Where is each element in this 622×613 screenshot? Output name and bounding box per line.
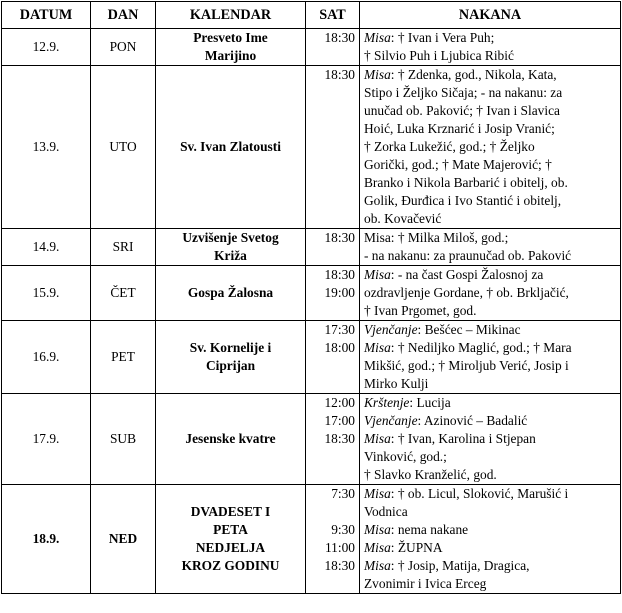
intention-label: Misa [364,486,391,501]
header-dan: DAN [91,2,156,29]
intention-text: : † Josip, Matija, Dragica, [390,558,530,573]
time-line: 18:30 [324,431,355,446]
calendar-line: Presveto Ime [193,30,268,45]
intention-label: Misa [364,30,391,45]
schedule-row [2,266,621,321]
calendar-line: Jesenske kvatre [185,431,276,446]
intention-line [364,339,616,357]
time-line: 7:30 [331,486,355,501]
intention-text: Mikšić, god.; † Miroljub Verić, Josip i [364,358,569,373]
time-line: 12:00 [324,395,355,410]
intention-text: : † ob. Licul, Sloković, Marušić i [390,486,569,501]
intention-line [364,210,616,228]
intention-line [364,284,616,302]
day-cell: PET [91,321,156,394]
intention-text: - na nakanu: za praunučad ob. Paković [364,248,572,263]
intention-line [364,448,616,466]
time-line: 18:30 [324,267,355,282]
intention-text: Hoić, Luka Krznarić i Josip Vranić; [364,121,555,136]
calendar-cell [156,66,306,229]
time-cell [306,394,360,485]
intention-line [364,539,616,557]
intention-line [364,66,616,84]
intention-line [364,521,616,539]
calendar-line: Uzvišenje Svetog [182,230,279,245]
intention-label: Misa [364,67,391,82]
intention-line [364,412,616,430]
intention-text: : † Nediljko Maglić, god.; † Mara [390,340,572,355]
date-cell: 17.9. [2,394,91,485]
intention-label: Misa [364,431,391,446]
date-cell: 16.9. [2,321,91,394]
intention-line [364,394,616,412]
schedule-row [2,29,621,66]
intention-text: † Zorka Lukežić, god.; † Željko [364,139,535,154]
date-cell: 15.9. [2,266,91,321]
time-line [310,503,355,521]
calendar-cell [156,394,306,485]
intention-label: Misa [364,267,391,282]
intention-cell [360,321,621,394]
schedule-row [2,229,621,266]
header-kalendar: KALENDAR [156,2,306,29]
intention-text: unučad ob. Paković; † Ivan i Slavica [364,103,560,118]
intention-line [364,29,616,47]
intention-text: ozdravljenje Gordane, † ob. Brkljačić, [364,285,569,300]
intention-text: : † Ivan i Vera Puh; [390,30,495,45]
calendar-line: Križa [214,248,247,263]
intention-text: : † Zdenka, god., Nikola, Kata, [390,67,557,82]
intention-text: Zvonimir i Ivica Erceg [364,576,487,591]
intention-text: : † Ivan, Karolina i Stjepan [390,431,536,446]
time-line: 9:30 [331,522,355,537]
date-cell: 18.9. [2,485,91,594]
intention-text: Branko i Nikola Barbarić i obitelj, ob. [364,175,568,190]
schedule-row [2,321,621,394]
intention-line [364,485,616,503]
header-nakana: NAKANA [360,2,621,29]
intention-text: Stipo i Željko Sičaja; - na nakanu: za [364,85,563,100]
intention-line [364,466,616,484]
intention-line [364,47,616,65]
time-line: 18:30 [324,558,355,573]
time-cell [306,266,360,321]
intention-text: † Silvio Puh i Ljubica Ribić [364,48,514,63]
calendar-cell [156,485,306,594]
intention-line [364,357,616,375]
calendar-line: NEDJELJA [195,540,266,555]
intention-line [364,557,616,575]
intention-line [364,302,616,320]
intention-text: † Ivan Prgomet, god. [364,303,477,318]
calendar-line: Sv. Ivan Zlatousti [180,139,281,154]
intention-text: Misa: † Milka Miloš, god.; [364,230,509,245]
calendar-cell [156,229,306,266]
intention-text: : Lucija [409,395,451,410]
date-cell: 12.9. [2,29,91,66]
day-cell: UTO [91,66,156,229]
time-line: 18:30 [324,30,355,45]
intention-line [364,174,616,192]
intention-text: † Slavko Kranželić, god. [364,467,497,482]
date-cell: 13.9. [2,66,91,229]
calendar-line: Marijino [204,48,257,63]
intention-text: : nema nakane [390,522,469,537]
intention-line [364,321,616,339]
intention-cell [360,66,621,229]
schedule-row [2,66,621,229]
intention-line [364,138,616,156]
intention-label: Misa [364,540,391,555]
intention-text: Gorički, god.; † Mate Majerović; † [364,157,552,172]
intention-line [364,120,616,138]
header-datum: DATUM [2,2,91,29]
intention-cell [360,229,621,266]
calendar-line: Sv. Kornelije i [189,340,272,355]
intention-label: Misa [364,340,391,355]
intention-text: Mirko Kulji [364,376,429,391]
time-cell [306,66,360,229]
intention-cell [360,485,621,594]
intention-text: : ŽUPNA [390,540,443,555]
time-cell [306,29,360,66]
time-line: 11:00 [324,540,355,555]
schedule-row [2,394,621,485]
calendar-line: KROZ GODINU [181,558,280,573]
intention-label: Misa [364,558,391,573]
time-line: 19:00 [324,285,355,300]
mass-schedule-table [1,1,621,594]
time-cell [306,485,360,594]
intention-line [364,156,616,174]
header-sat: SAT [306,2,360,29]
time-line: 18:00 [324,340,355,355]
calendar-line: Ciprijan [205,358,256,373]
intention-line [364,575,616,593]
intention-cell [360,266,621,321]
calendar-cell [156,29,306,66]
intention-line [364,84,616,102]
calendar-cell [156,266,306,321]
intention-label: Vjenčanje [364,322,418,337]
intention-line [364,247,616,265]
calendar-line: PETA [213,522,248,537]
intention-label: Vjenčanje [364,413,418,428]
calendar-line: DVADESET I [190,504,271,519]
day-cell: SRI [91,229,156,266]
time-line: 18:30 [324,230,355,245]
intention-line [364,229,616,247]
schedule-row [2,485,621,594]
day-cell: NED [91,485,156,594]
intention-cell [360,394,621,485]
intention-line [364,375,616,393]
intention-text: : Bešćec – Mikinac [417,322,521,337]
intention-line [364,266,616,284]
intention-text: Vodnica [364,504,408,519]
calendar-line: Gospa Žalosna [187,285,274,300]
intention-text: Vinković, god.; [364,449,447,464]
day-cell: SUB [91,394,156,485]
time-line: 17:30 [324,322,355,337]
intention-label: Misa [364,522,391,537]
date-cell: 14.9. [2,229,91,266]
intention-line [364,192,616,210]
calendar-cell [156,321,306,394]
time-cell [306,321,360,394]
header-row [2,2,621,29]
intention-cell [360,29,621,66]
intention-label: Krštenje [364,395,410,410]
intention-line [364,102,616,120]
time-cell [306,229,360,266]
day-cell: PON [91,29,156,66]
intention-text: : - na čast Gospi Žalosnoj za [390,267,544,282]
intention-text: ob. Kovačević [364,211,442,226]
intention-text: : Azinović – Badalić [417,413,528,428]
intention-line [364,430,616,448]
time-line: 18:30 [324,67,355,82]
day-cell: ČET [91,266,156,321]
time-line: 17:00 [324,413,355,428]
intention-line [364,503,616,521]
intention-text: Golik, Đurđica i Ivo Stantić i obitelj, [364,193,562,208]
